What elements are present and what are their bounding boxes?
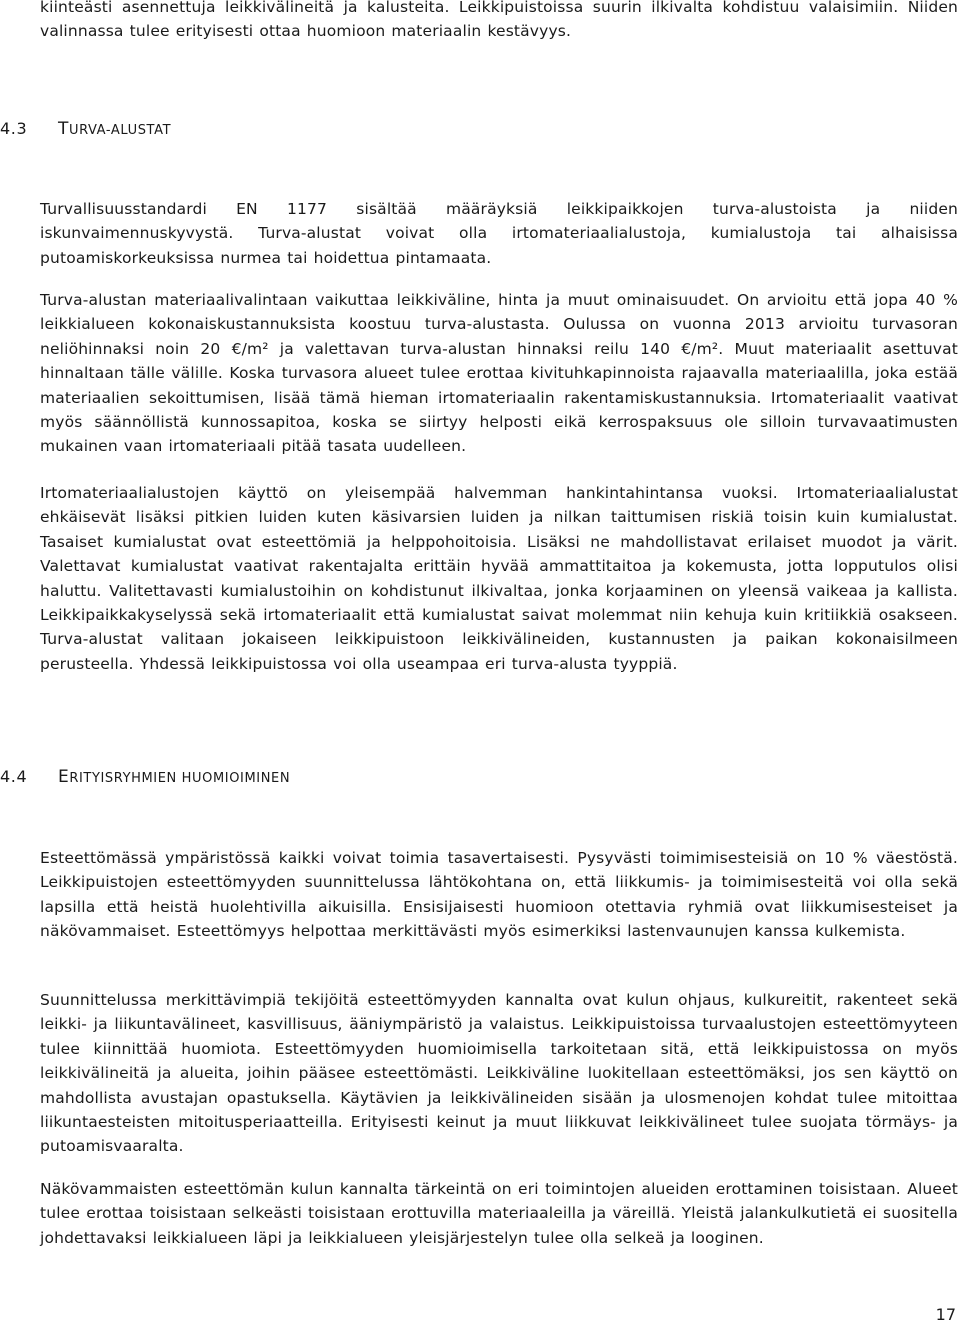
section-title-initial: T (58, 119, 69, 139)
section-heading-4-4 (0, 765, 291, 791)
paragraph-4-4-1: Esteettömässä ympäristössä kaikki voivat toimia tasavertaisesti. Pysyvästi toimimisesteisiä on 10 % väestöstä. Leikkipuistojen esteettömyyden suunnittelussa lähtökohtana on, että liikkumis- ja toimimisesteitä voi olla sekä lapsilla että heistä huolehtivilla aikuisilla. Ensisijaisesti huomioon otettavia ryhmiä ovat liikkumisesteiset ja näkövammaiset. Esteettömyys helpottaa merkittävästi myös esimerkiksi lastenvaunujen kanssa kulkemista. (40, 849, 958, 941)
section-title-rest: URVA-ALUSTAT (68, 123, 172, 138)
section-heading-4-3 (0, 117, 172, 143)
intro-paragraph: kiinteästi asennettuja leikkivälineitä ja kalusteita. Leikkipuistoissa suurin ilkivalta kohdistuu valaisimiin. Niiden valinnassa tulee erityisesti ottaa huomioon materiaalin kestävyys. (40, 0, 958, 41)
section-number: 4.3 (0, 119, 28, 138)
paragraph-4-3-1: Turvallisuusstandardi EN 1177 sisältää määräyksiä leikkipaikkojen turva-alustoista ja niiden iskunvaimennuskyvystä. Turva-alustat voivat olla irtomateriaalialustoja, kumialustoja tai alhaisissa putoamiskorkeuksissa nurmea tai hoidettua pintamaata. (40, 200, 958, 267)
paragraph-4-3-3: Irtomateriaalialustojen käyttö on yleisempää halvemman hankintahintansa vuoksi. Irtomateriaalialustat ehkäisevät lisäksi pitkien luiden kuten käsivarsien luiden ja nilkan taittumisen riskiä toisin kuin kumialustat. Tasaiset kumialustat ovat esteettömiä ja helppohoitoisia. Lisäksi ne mahdollistavat erilaiset muodot ja värit. Valettavat kumialustat vaativat rakentajalta erittäin hyvää ammattitaitoa ja kokemusta, jotta lopputulos olisi haluttu. Valitettavasti kumialustoihin on kohdistunut ilkivaltaa, jonka korjaaminen on yleensä vaikeaa ja kallista. Leikkipaikkakyselyssä sekä irtomateriaalit että kumialustat saivat molemmat niin kehuja kuin kritiikkiä osakseen. Turva-alustat valitaan jokaiseen leikkipuistoon leikkivälineiden, kustannusten ja paikan kokonaisilmeen perusteella. Yhdessä leikkipuistossa voi olla useampaa eri turva-alusta tyyppiä. (40, 484, 958, 673)
section-number: 4.4 (0, 767, 28, 786)
section-title-rest: RITYISRYHMIEN HUOMIOIMINEN (69, 771, 291, 786)
section-title-initial: E (58, 767, 70, 787)
paragraph-4-4-3: Näkövammaisten esteettömän kulun kannalta tärkeintä on eri toimintojen alueiden erottaminen toisistaan. Alueet tulee erottaa toisistaan selkeästi toisistaan erottuvilla materiaaleilla ja väreillä. Yleistä jalankulkutietä ei suositella johdettavaksi leikkialueen läpi ja leikkialueen yleisjärjestelyn tulee olla selkeä ja looginen. (40, 1180, 958, 1247)
paragraph-4-4-2: Suunnittelussa merkittävimpiä tekijöitä esteettömyyden kannalta ovat kulun ohjaus, kulkureitit, rakenteet sekä leikki- ja liikuntavälineet, kasvillisuus, ääniympäristö ja valaistus. Leikkipuistoissa turvaalustojen esteettömyyteen tulee kiinnittää huomiota. Esteettömyyden huomioimisella tarkoitetaan sitä, että leikkipuistossa on myös leikkivälineitä ja alueita, joihin pääsee esteettömästi. Leikkiväline luokitellaan esteettömäksi, jos sen käyttö on mahdollista avustajan opastuksella. Käytävien ja leikkivälineiden sisään ja ulosmenojen kohdat tulee mitoittaa liikuntaesteisten mitoitusperiaatteilla. Erityisesti keinut ja muut liikkuvat leikkivälineet tulee suojata törmäys- ja putoamisvaaralta. (40, 991, 958, 1156)
paragraph-4-3-2: Turva-alustan materiaalivalintaan vaikuttaa leikkiväline, hinta ja muut ominaisuudet. On arvioitu että jopa 40 % leikkialueen kokonaiskustannuksista koostuu turva-alustasta. Oulussa on vuonna 2013 arvioitu turvasoran neliöhinnaksi noin 20 €/m² ja valettavan turva-alustan hinnaksi reilu 140 €/m². Muut materiaalit asettuvat hinnaltaan tälle välille. Koska turvasora alueet tulee erottaa kivituhkapinnoista rajaavalla materiaalilla, joka estää materiaalien sekoittumisen, lisää tämä hieman irtomateriaalin rakentamiskustannuksia. Irtomateriaalit vaativat myös säännöllistä kunnossapitoa, koska se siirtyy helposti eikä kerrospaksuus ole silloin turvavaatimusten mukainen vaan irtomateriaali pitää tasata uudelleen. (40, 291, 958, 456)
page-number: 17 (935, 1305, 956, 1324)
